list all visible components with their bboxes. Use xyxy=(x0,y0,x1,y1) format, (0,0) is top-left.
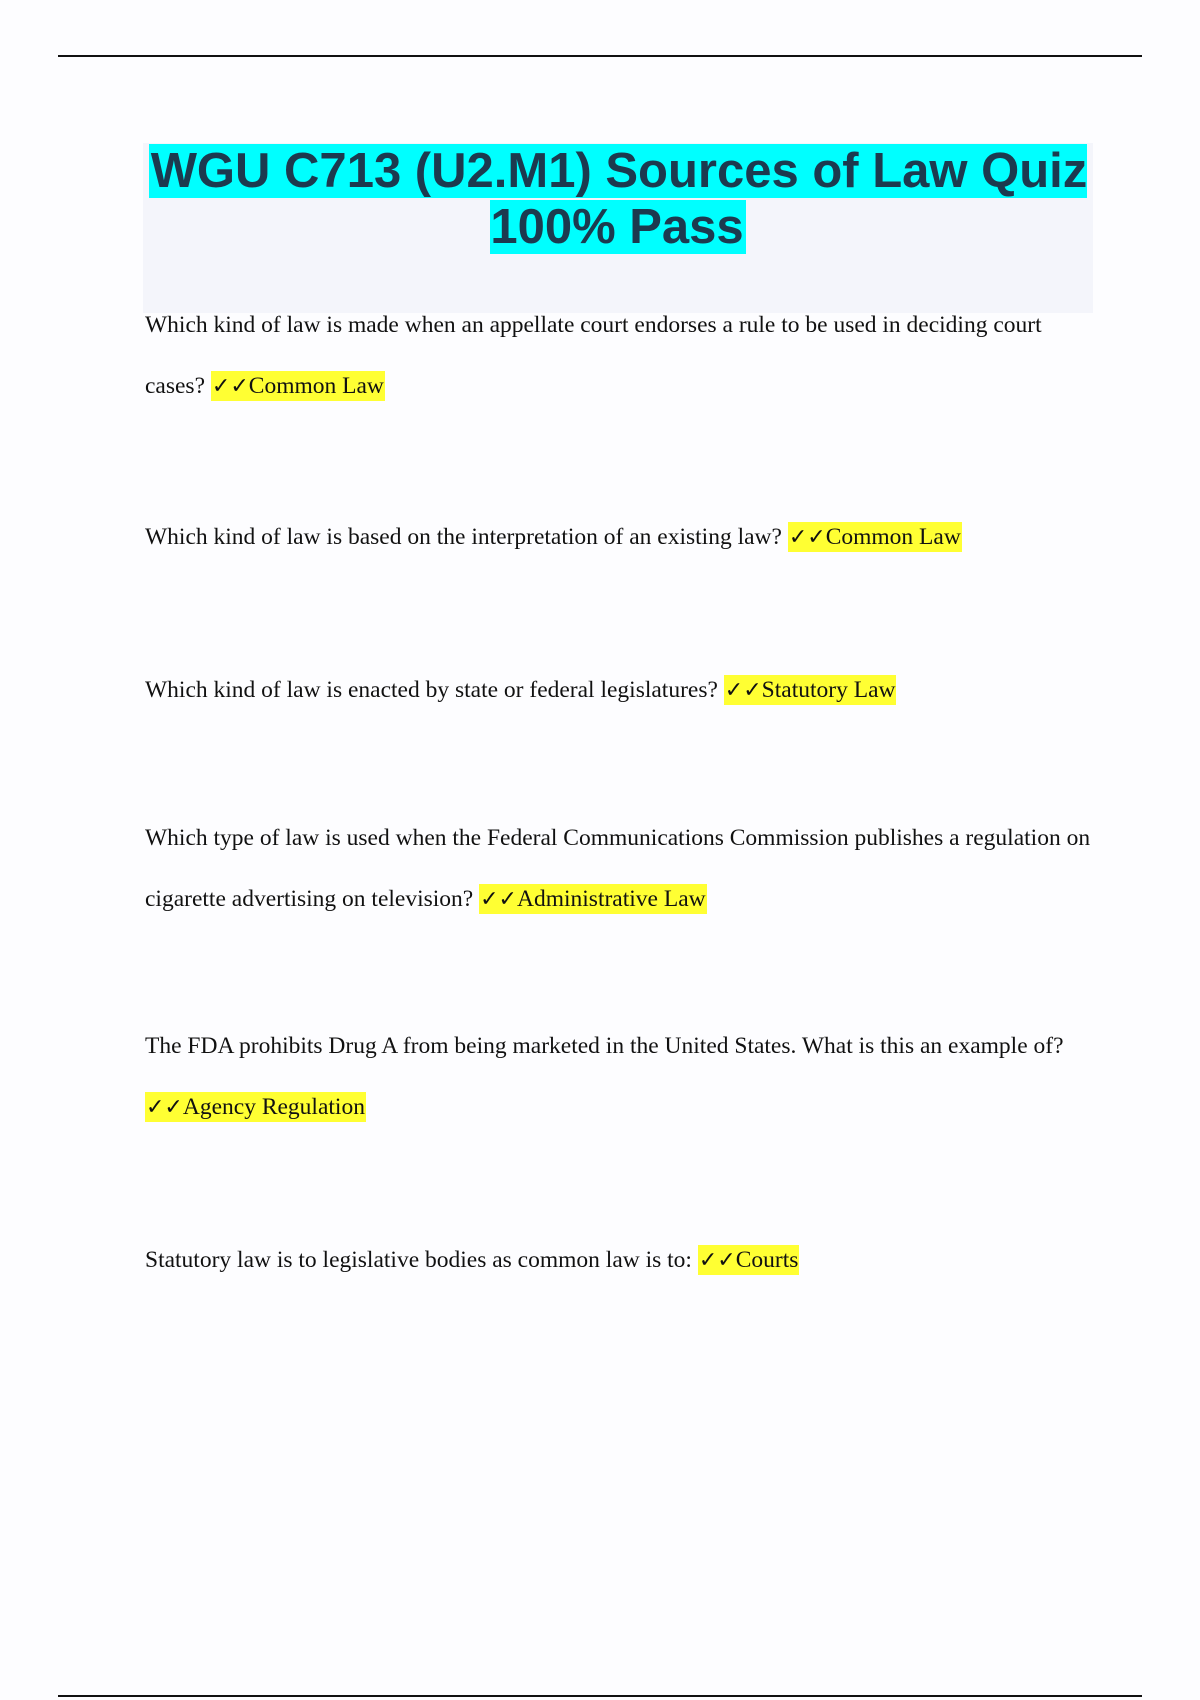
document-title-text: WGU C713 (U2.M1) Sources of Law Quiz 100% Pass xyxy=(150,144,1088,254)
answer-text: Administrative Law xyxy=(516,886,706,912)
question-text: Which type of law is used when the Federal Communications Commission publishes a regulation on cigarette advertising on television? xyxy=(145,825,1091,912)
answer-highlight xyxy=(145,1092,366,1122)
qa-item xyxy=(145,1230,1095,1291)
answer-highlight xyxy=(724,675,897,705)
qa-item xyxy=(145,1016,1095,1138)
double-check-icon: ✓✓ xyxy=(480,887,517,912)
answer-highlight xyxy=(698,1245,800,1275)
double-check-icon: ✓✓ xyxy=(146,1095,183,1120)
qa-item xyxy=(145,660,1095,721)
answer-highlight xyxy=(479,884,706,914)
answer-highlight xyxy=(211,371,385,401)
answer-text: Common Law xyxy=(825,524,961,550)
qa-item xyxy=(145,507,1095,568)
document-title xyxy=(143,143,1093,255)
question-text: Which kind of law is based on the interpretation of an existing law? xyxy=(145,524,782,550)
footer-rule xyxy=(58,1695,1142,1697)
double-check-icon: ✓✓ xyxy=(788,525,826,550)
question-text: Which kind of law is made when an appellate court endorses a rule to be used in deciding court cases? xyxy=(145,312,1042,399)
question-text: Statutory law is to legislative bodies as common law is to: xyxy=(145,1247,692,1273)
double-check-icon: ✓✓ xyxy=(211,374,249,399)
answer-highlight xyxy=(788,522,962,552)
qa-item xyxy=(145,295,1095,417)
answer-text: Agency Regulation xyxy=(182,1094,365,1120)
question-text: Which kind of law is enacted by state or federal legislatures? xyxy=(145,677,718,703)
double-check-icon: ✓✓ xyxy=(724,678,762,703)
answer-text: Common Law xyxy=(248,373,384,399)
answer-text: Courts xyxy=(735,1247,799,1273)
double-check-icon: ✓✓ xyxy=(698,1248,736,1273)
qa-item xyxy=(145,808,1095,930)
answer-text: Statutory Law xyxy=(761,677,896,703)
question-text: The FDA prohibits Drug A from being marketed in the United States. What is this an example of? xyxy=(145,1033,1064,1059)
header-rule xyxy=(58,55,1142,57)
